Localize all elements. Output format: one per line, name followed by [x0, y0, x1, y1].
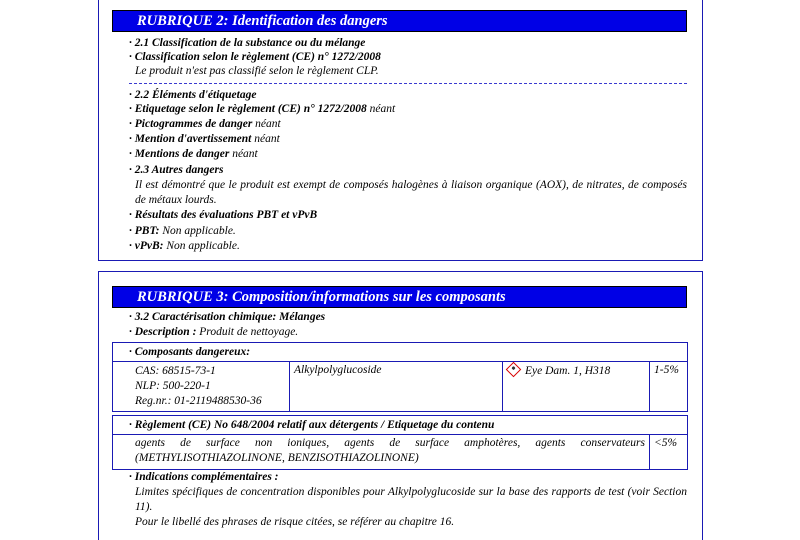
- pbt-eval-heading: · Résultats des évaluations PBT et vPvB: [129, 209, 318, 221]
- reg-number: Reg.nr.: 01-2119488530-36: [135, 395, 262, 407]
- section-3-frame: [98, 271, 703, 540]
- detergents-table: [112, 415, 688, 470]
- classification: Eye Dam. 1, H318: [508, 364, 610, 379]
- mention-line: · Mention d'avertissement néant: [129, 133, 280, 145]
- detergents-percent: <5%: [654, 437, 678, 449]
- substance-name: Alkylpolyglucoside: [294, 364, 382, 376]
- s23-heading: · 2.3 Autres dangers: [129, 164, 224, 176]
- col-divider: [289, 361, 290, 411]
- detergents-text: agents de surface non ioniques, agents de surface amphotères, agents conservateurs (METHYLISOTHIAZOLINONE, BENZISOTHIAZOLINONE): [135, 437, 645, 464]
- components-header: · Composants dangereux:: [129, 346, 251, 358]
- indications-text-2: Pour le libellé des phrases de risque citées, se référer au chapitre 16.: [135, 516, 455, 528]
- description-line: · Description : Produit de nettoyage.: [129, 326, 299, 338]
- s22-heading: · 2.2 Éléments d'étiquetage: [129, 89, 257, 101]
- corrosion-icon: [506, 362, 522, 378]
- pictogrammes-line: · Pictogrammes de danger néant: [129, 118, 281, 130]
- etiquetage-line: · Etiquetage selon le règlement (CE) n° 1272/2008 néant: [129, 103, 396, 115]
- col-divider: [649, 434, 650, 469]
- mentions-danger-line: · Mentions de danger néant: [129, 148, 258, 160]
- pbt-line: · PBT: Non applicable.: [129, 225, 236, 237]
- autres-dangers-text: Il est démontré que le produit est exempt de composés halogènes à liaison organique (AOX), de nitrates, de composés de métaux lourds.: [135, 179, 687, 206]
- col-divider: [649, 361, 650, 411]
- detergents-header: · Règlement (CE) No 648/2004 relatif aux détergents / Etiquetage du contenu: [129, 419, 495, 431]
- section-3-title: RUBRIQUE 3: Composition/informations sur les composants: [112, 286, 687, 308]
- col-divider: [502, 361, 503, 411]
- reg-text: Le produit n'est pas classifié selon le règlement CLP.: [135, 65, 379, 77]
- table-divider: [113, 434, 687, 435]
- table-divider: [113, 361, 687, 362]
- s32-heading: · 3.2 Caractérisation chimique: Mélanges: [129, 311, 326, 323]
- nlp-number: NLP: 500-220-1: [135, 380, 211, 392]
- section-2-title: RUBRIQUE 2: Identification des dangers: [112, 10, 687, 32]
- percent: 1-5%: [654, 364, 679, 376]
- vpvb-line: · vPvB: Non applicable.: [129, 240, 240, 252]
- section-2-frame: [98, 0, 703, 261]
- reg-label: · Classification selon le règlement (CE) n° 1272/2008: [129, 51, 381, 63]
- cas-number: CAS: 68515-73-1: [135, 365, 216, 377]
- indications-text-1: Limites spécifiques de concentration disponibles pour Alkylpolyglucoside sur la base des rapports de test (voir Section 11).: [135, 486, 687, 513]
- components-table: [112, 342, 688, 412]
- s21-heading: · 2.1 Classification de la substance ou du mélange: [129, 37, 366, 49]
- divider: [129, 83, 687, 84]
- indications-heading: · Indications complémentaires :: [129, 471, 279, 483]
